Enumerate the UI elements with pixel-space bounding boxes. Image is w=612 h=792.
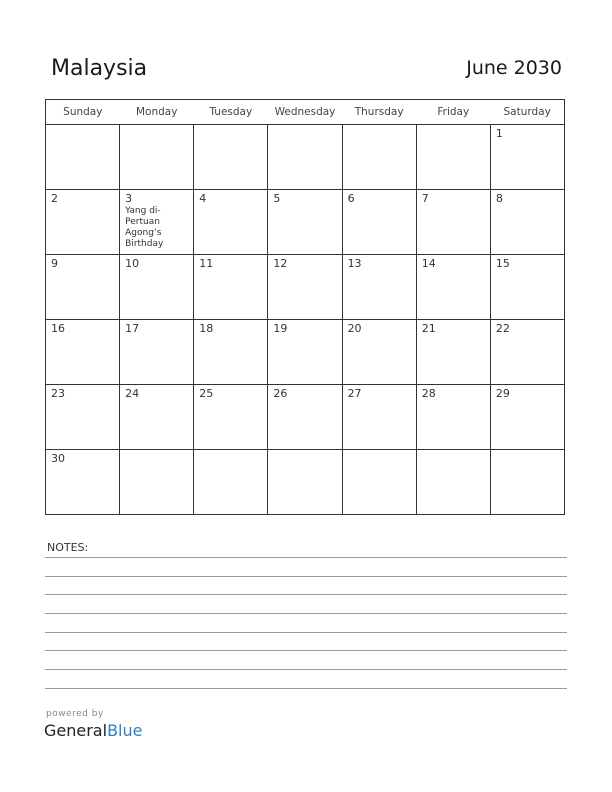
month-year-title: June 2030: [466, 57, 562, 79]
note-line: [45, 688, 567, 689]
day-number: 10: [125, 257, 140, 270]
day-number: 27: [347, 387, 362, 400]
empty-day-cell: [120, 125, 194, 190]
brand-blue-text: Blue: [107, 721, 143, 740]
day-cell: [342, 190, 416, 255]
day-cell: [416, 190, 490, 255]
empty-day-cell: [46, 125, 120, 190]
day-number: 17: [125, 322, 140, 335]
day-number: 29: [495, 387, 510, 400]
day-number: 11: [199, 257, 214, 270]
day-cell: [120, 190, 194, 255]
day-cell: [416, 255, 490, 320]
day-number: [343, 125, 416, 128]
day-cell: [490, 190, 564, 255]
day-number: 24: [125, 387, 140, 400]
day-number: 20: [347, 322, 362, 335]
day-number: 8: [495, 192, 503, 205]
day-number: [343, 450, 416, 453]
powered-by-text: powered by: [46, 709, 104, 719]
day-number: 28: [421, 387, 436, 400]
note-line: [45, 669, 567, 670]
calendar-week-row: [46, 190, 565, 255]
day-cell: [194, 385, 268, 450]
day-number: [194, 450, 267, 453]
holiday-label: Yang di-Pertuan Agong’s Birthday: [125, 206, 164, 249]
empty-day-cell: [490, 450, 564, 515]
day-cell: [490, 255, 564, 320]
day-number: [46, 125, 119, 128]
day-number: 5: [273, 192, 281, 205]
calendar-body: [46, 125, 565, 515]
day-number: 12: [273, 257, 288, 270]
day-number: 26: [273, 387, 288, 400]
day-cell: [416, 320, 490, 385]
day-number: [120, 450, 193, 453]
day-number: [268, 450, 341, 453]
day-number: 1: [495, 127, 503, 140]
day-number: 9: [51, 257, 58, 270]
day-cell: [268, 385, 342, 450]
day-number: 25: [199, 387, 214, 400]
day-number: 2: [51, 192, 58, 205]
day-number: 3: [125, 192, 133, 205]
day-number: [491, 450, 564, 453]
day-cell: [194, 255, 268, 320]
day-cell: [342, 320, 416, 385]
day-cell: [120, 320, 194, 385]
weekday-header: Thursday: [342, 100, 416, 125]
empty-day-cell: [120, 450, 194, 515]
day-number: 30: [51, 452, 65, 465]
empty-day-cell: [416, 125, 490, 190]
day-cell: [490, 320, 564, 385]
day-number: 6: [347, 192, 355, 205]
empty-day-cell: [342, 125, 416, 190]
day-number: 23: [51, 387, 65, 400]
day-number: 22: [495, 322, 510, 335]
day-cell: [194, 190, 268, 255]
day-number: 14: [421, 257, 436, 270]
note-line: [45, 613, 567, 614]
day-cell: [268, 320, 342, 385]
empty-day-cell: [194, 450, 268, 515]
weekday-header: Friday: [416, 100, 490, 125]
day-number: 19: [273, 322, 288, 335]
day-cell: [46, 190, 120, 255]
day-number: [268, 125, 341, 128]
country-title: Malaysia: [51, 56, 148, 81]
empty-day-cell: [194, 125, 268, 190]
calendar-week-row: [46, 255, 565, 320]
calendar-week-row: [46, 450, 565, 515]
day-number: 15: [495, 257, 510, 270]
month-calendar: [45, 99, 565, 515]
day-number: 21: [421, 322, 436, 335]
weekday-header: Saturday: [490, 100, 564, 125]
empty-day-cell: [268, 125, 342, 190]
empty-day-cell: [268, 450, 342, 515]
day-cell: [268, 190, 342, 255]
day-cell: [120, 255, 194, 320]
day-cell: [46, 255, 120, 320]
weekday-header: Sunday: [46, 100, 120, 125]
day-number: 16: [51, 322, 65, 335]
weekday-header: Monday: [120, 100, 194, 125]
day-number: 4: [199, 192, 207, 205]
weekday-header-row: [46, 100, 565, 125]
note-line: [45, 650, 567, 651]
day-cell: [416, 385, 490, 450]
notes-label: NOTES:: [47, 541, 89, 554]
note-line: [45, 557, 567, 558]
weekday-header: Wednesday: [268, 100, 342, 125]
note-line: [45, 576, 567, 577]
day-number: [417, 125, 490, 128]
note-line: [45, 632, 567, 633]
day-cell: [490, 125, 564, 190]
calendar-week-row: [46, 320, 565, 385]
day-cell: [46, 450, 120, 515]
note-line: [45, 594, 567, 595]
day-cell: [268, 255, 342, 320]
day-cell: [46, 385, 120, 450]
day-number: 7: [421, 192, 429, 205]
day-cell: [342, 385, 416, 450]
day-cell: [490, 385, 564, 450]
brand-logo: [44, 721, 142, 740]
day-cell: [120, 385, 194, 450]
day-cell: [194, 320, 268, 385]
day-number: 13: [347, 257, 362, 270]
empty-day-cell: [416, 450, 490, 515]
day-number: 18: [199, 322, 214, 335]
day-number: [194, 125, 267, 128]
day-cell: [342, 255, 416, 320]
day-number: [417, 450, 490, 453]
calendar-week-row: [46, 125, 565, 190]
day-number: [120, 125, 193, 128]
brand-general-text: General: [44, 721, 108, 740]
weekday-header: Tuesday: [194, 100, 268, 125]
calendar-week-row: [46, 385, 565, 450]
empty-day-cell: [342, 450, 416, 515]
day-cell: [46, 320, 120, 385]
